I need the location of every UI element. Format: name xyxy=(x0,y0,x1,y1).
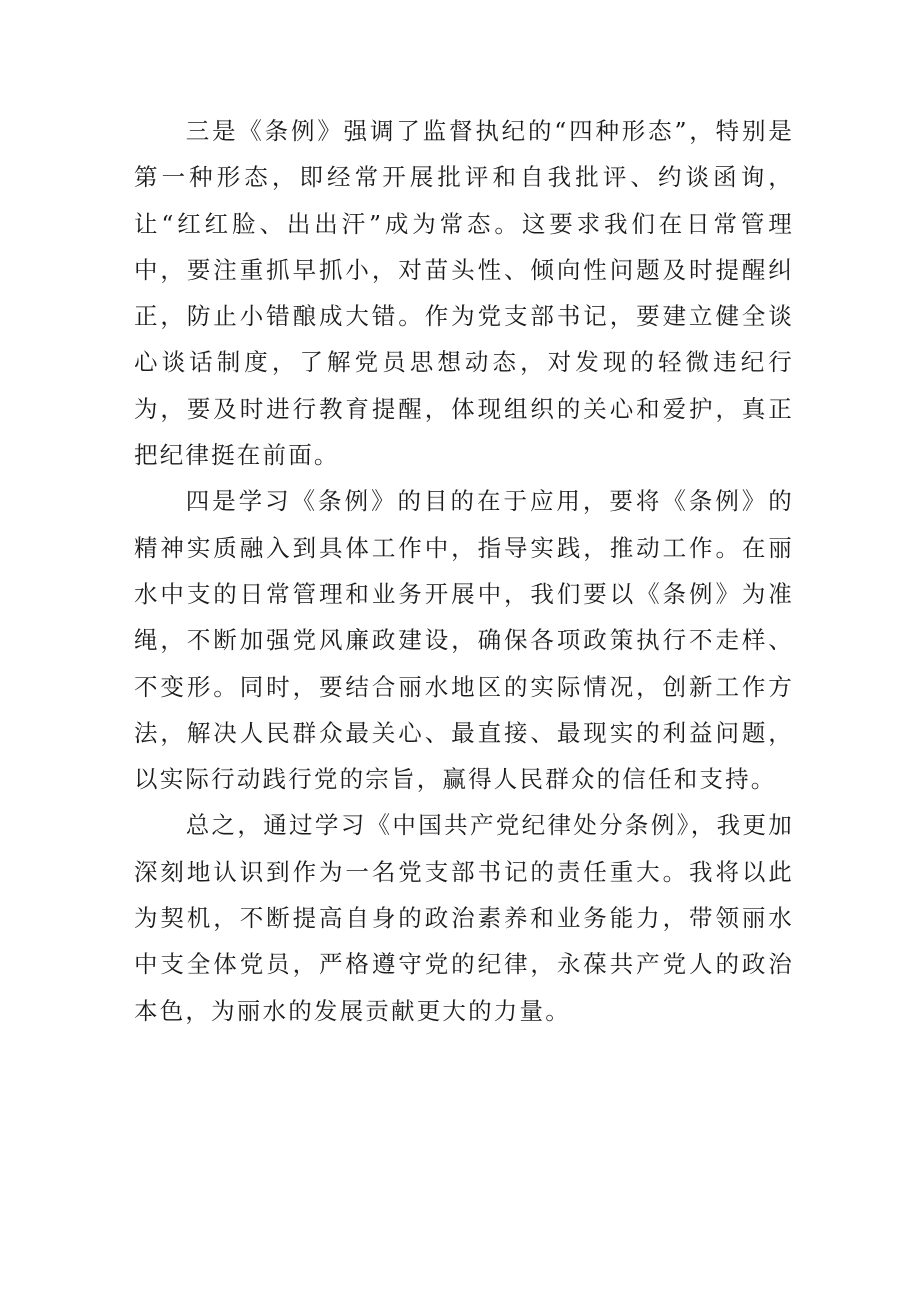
paragraph-point-three: 三是《条例》强调了监督执纪的“四种形态”，特别是第一种形态，即经常开展批评和自我批评、约谈函询，让“红红脸、出出汗”成为常态。这要求我们在日常管理中，要注重抓早抓小，对苗头性、倾向性问题及时提醒纠正，防止小错酿成大错。作为党支部书记，要建立健全谈心谈话制度，了解党员思想动态，对发现的轻微违纪行为，要及时进行教育提醒，体现组织的关心和爱护，真正把纪律挺在前面。 xyxy=(134,117,794,470)
paragraph-point-four: 四是学习《条例》的目的在于应用，要将《条例》的精神实质融入到具体工作中，指导实践，推动工作。在丽水中支的日常管理和业务开展中，我们要以《条例》为准绳，不断加强党风廉政建设，确保各项政策执行不走样、不变形。同时，要结合丽水地区的实际情况，创新工作方法，解决人民群众最关心、最直接、最现实的利益问题，以实际行动践行党的宗旨，赢得人民群众的信任和支持。 xyxy=(134,487,794,794)
document-body xyxy=(134,108,794,1034)
paragraph-conclusion: 总之，通过学习《中国共产党纪律处分条例》，我更加深刻地认识到作为一名党支部书记的责任重大。我将以此为契机，不断提高自身的政治素养和业务能力，带领丽水中支全体党员，严格遵守党的纪律，永葆共产党人的政治本色，为丽水的发展贡献更大的力量。 xyxy=(134,811,794,1025)
